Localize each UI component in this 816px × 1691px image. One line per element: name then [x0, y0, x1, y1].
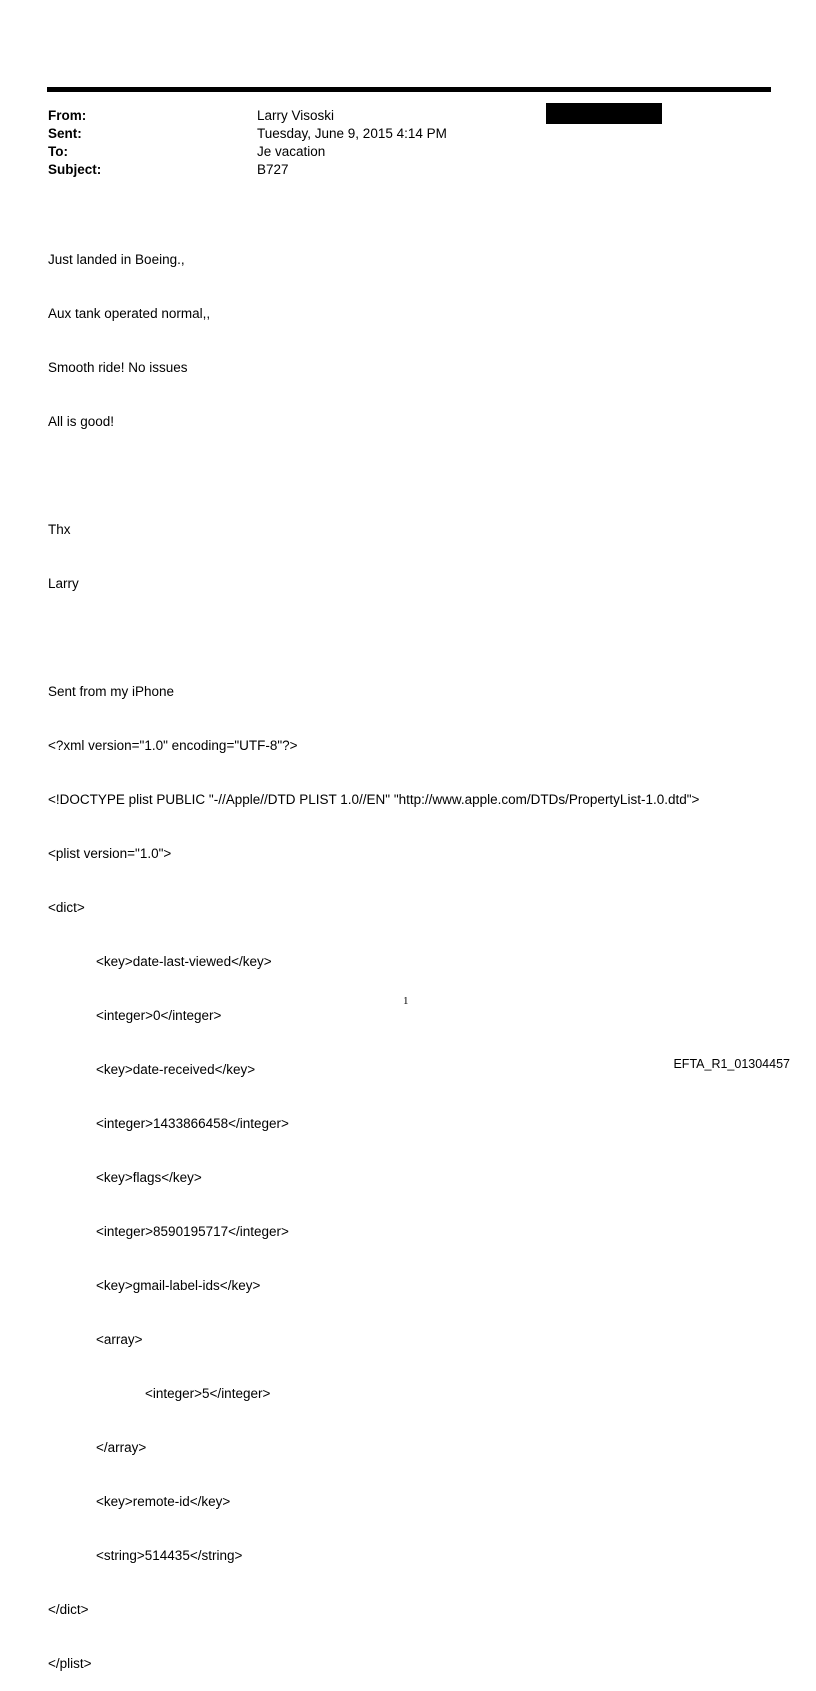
dict-entry: <key>remote-id</key> [96, 1494, 231, 1509]
redaction-box [546, 103, 662, 124]
from-value [257, 107, 334, 125]
dict-entry: </array> [96, 1440, 147, 1455]
blank-line [48, 467, 699, 485]
dict-open-tag: <dict> [48, 900, 85, 915]
signoff-line: Larry [48, 576, 79, 591]
sender-name: Larry Visoski [257, 108, 335, 123]
dict-entry: <array> [96, 1332, 143, 1347]
dict-close-tag: </dict> [48, 1602, 89, 1617]
signoff-line: Thx [48, 522, 71, 537]
dict-entry: <string>514435</string> [96, 1548, 243, 1563]
subject-value: B727 [257, 162, 289, 177]
header-divider-rule [47, 87, 771, 92]
from-label: From: [48, 108, 87, 123]
plist-open-tag: <plist version="1.0"> [48, 846, 172, 861]
dict-entry: <integer>8590195717</integer> [96, 1224, 289, 1239]
dict-entry: <key>date-received</key> [96, 1062, 256, 1077]
subject-label: Subject: [48, 162, 102, 177]
doctype-line: <!DOCTYPE plist PUBLIC "-//Apple//DTD PLIST 1.0//EN" "http://www.apple.com/DTDs/PropertyList-1.0.dtd"> [48, 792, 700, 807]
email-body [48, 215, 699, 1691]
dict-entry: <key>date-last-viewed</key> [96, 954, 272, 969]
array-entry: <integer>5</integer> [145, 1386, 271, 1401]
message-line: Smooth ride! No issues [48, 360, 188, 375]
blank-line [48, 629, 699, 647]
signature-line: Sent from my iPhone [48, 684, 175, 699]
dict-entry: <integer>0</integer> [96, 1008, 222, 1023]
dict-entry: <key>gmail-label-ids</key> [96, 1278, 261, 1293]
to-value: Je vacation [257, 144, 326, 159]
plist-close-tag: </plist> [48, 1656, 92, 1671]
message-line: Just landed in Boeing., [48, 252, 185, 267]
sent-label: Sent: [48, 126, 82, 141]
sent-value: Tuesday, June 9, 2015 4:14 PM [257, 126, 447, 141]
dict-entry: <integer>1433866458</integer> [96, 1116, 289, 1131]
message-line: Aux tank operated normal,, [48, 306, 211, 321]
dict-entry: <key>flags</key> [96, 1170, 202, 1185]
page-number: 1 [403, 995, 409, 1007]
to-label: To: [48, 144, 68, 159]
xml-declaration: <?xml version="1.0" encoding="UTF-8"?> [48, 738, 298, 753]
document-id: EFTA_R1_01304457 [673, 1057, 790, 1071]
message-line: All is good! [48, 414, 115, 429]
